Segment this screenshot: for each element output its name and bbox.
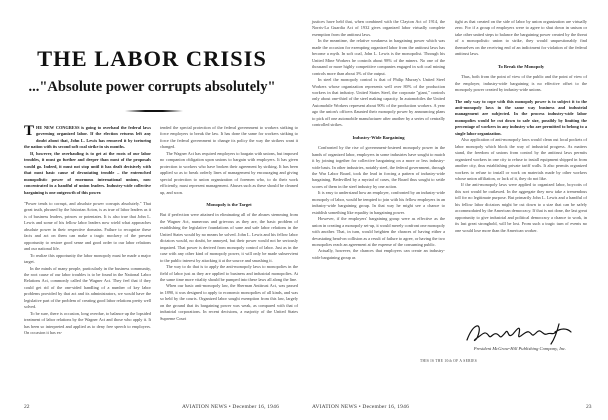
page-footer: AVIATION NEWS • December 16, 1946	[312, 404, 410, 410]
paragraph: To be sure, there is occasion, long overdue, to balance up the lopsided treatment of labor relations by the Wagner Act and those who apply it. It has been so interpreted and applied as to deny free speech to employers. On occasion it has ex-	[24, 310, 151, 336]
article-column-2	[160, 125, 298, 322]
paragraph: The way to do that is to apply the anti-monopoly laws to monopolies in the field of labor just as they are applied to business and industrial monopolies. At the same time more vitality should be pumped into these laws all along the line.	[160, 264, 298, 282]
title-divider	[125, 110, 183, 112]
paragraph: To realize this opportunity the labor monopoly must be made a major target.	[24, 252, 151, 265]
paragraph: When our basic anti-monopoly law, the Sherman Antitrust Act, was passed in 1890, it was designed to apply to economic monopolies of all kinds, and was so held by the courts. Organized labor sought exemption from this law, largely on the ground that its bargaining power was weak, as compared with that of industrial corporations. In recent decisions, a majority of the United States Supreme Court	[160, 283, 298, 321]
right-page	[304, 0, 608, 420]
paragraph: In the minds of many people, particularly in the business community, the root cause of our labor troubles is to be found in the National Labor Relations Act, commonly called the Wagner Act. They feel that if they could get rid of the one-sided handling of a number of key labor problems provided by that act and its administrators, we would have the legislative part of the problem of creating good labor relations pretty well solved.	[24, 265, 151, 310]
page-number: 23	[586, 404, 592, 410]
page-title: THE LABOR CRISIS	[37, 46, 267, 71]
paragraph: It is easy to understand how an employer, confronted by an industry-wide monopoly of labor, would be tempted to join with his fellow employers in an industry-wide bargaining group. In that way he might see a chance to establish something like equality in bargaining power.	[312, 190, 445, 215]
section-heading: Monopoly is the Target	[206, 201, 252, 207]
paragraph: tended the special protection of the federal government to workers striking to force employers to break the law. It has done the same for workers striking to force the federal government to change its policy the way the strikers want it changed.	[160, 125, 298, 150]
paragraph: tight as that created on the side of labor by union organization are virtually zero. For if a group of employers were to agree to shut down in unison or take other united steps to balance the bargaining power created by the threat of a monopolistic union to strike, they would unquestionably find themselves on the receiving end of an indictment for violation of the federal antitrust laws.	[455, 19, 587, 57]
emphasis-paragraph: The only way to cope with this monopoly power is to subject it to the anti-monopoly laws in the same way business and industrial management are subjected. In the process industry-wide labor monopolies would be cut down to safe size, possibly by limiting the percentage of workers in any industry who are permitted to belong to a single labor organization.	[455, 98, 587, 136]
paragraph: Thus, both from the point of view of the public and the point of view of the employer, industry-wide bargaining is no effective offset to the monopoly power created by industry-wide unions.	[455, 74, 587, 93]
paragraph: But if perfection were attained in eliminating all of the abuses stemming from the Wagner Act, numerous and grievous as they are, the basic problem of establishing the legislative foundations of sane and safe labor relations in the United States would by no means be solved. John L. Lewis and his fellow labor dictators would, no doubt, be annoyed, but their power would not be seriously impaired. That power is derived from monopoly control of labor. Just as in the case with any other kind of monopoly power, it will only be made subservient to the public interest by attacking it at the source and smashing it.	[160, 212, 298, 263]
paragraph: In steel the monopoly control is that of Philip Murray's United Steel Workers whose organization represents well over 80% of the production workers in that industry. United States Steel, the corporate "giant," controls only about one-third of the steel making capacity. In automobiles the United Automobile Workers represent about 90% of the production workers. A year ago the union's officers flaunted their monopoly power by announcing plans to pick off one automobile manufacturer after another by a series of centrally controlled strikes.	[312, 77, 445, 128]
article-column-1	[24, 125, 151, 337]
paragraph: justices have held that, when combined with the Clayton Act of 1914, the Norris-La Guardia Act of 1932 gives organized labor virtually complete exemption from the antitrust laws.	[312, 19, 445, 37]
signature-image	[459, 318, 579, 346]
paragraph: "Power tends to corrupt, and absolute power corrupts absolutely." That great truth, phrased by the historian Acton, is as true of labor leaders as it is of business leaders, princes or potentates. It is also true that John L. Lewis and some of his fellow labor leaders now wield what approaches absolute power in their respective domains. Failure to recognize these facts and act on them can make a tragic mockery of the present opportunity to restore good sense and good order to our labor relations and our national life.	[24, 200, 151, 252]
article-column-4	[455, 19, 587, 234]
section-heading: Industry-Wide Bargaining	[352, 134, 405, 140]
page-subtitle: ..."Absolute power corrupts absolutely"	[28, 79, 276, 95]
paragraph: The Wagner Act has required employers to bargain with unions, but imposed no companion obligation upon unions to bargain with employers. It has given protection to workers who have broken their agreement by striking. It has been applied so as to break orderly lines of management by encouraging and giving special protection to union organization of foremen who, to do their work efficiently, must represent management. Abuses such as these should be cleaned up, and soon.	[160, 150, 298, 195]
paragraph: If, however, the overhauling is to get at the roots of our labor troubles, it must go further and deeper than most of the proposals would go. Indeed, it must not stop until it has dealt decisively with that most basic cause of devastating trouble – the entrenched monopolistic power of enormous international unions, now concentrated in a handful of union leaders. Industry-wide collective bargaining is one outgrowth of this power.	[24, 150, 151, 195]
paragraph: Confronted by the rise of government-fostered monopoly power in the hands of organized labor, employers in some industries have sought to match it by joining together for collective bargaining on a more or less industry-wide basis. In other industries, notably steel, the federal government, through the War Labor Board, took the lead in forcing a pattern of industry-wide bargaining. Bedevilled by a myriad of cases, the Board thus sought to settle scores of them in the steel industry by one action.	[312, 145, 445, 189]
paragraph: If the anti-monopoly laws were applied to organized labor, boycotts of this sort would be outlawed. In the aggregate they now take a tremendous toll for no legitimate purpose. But primarily John L. Lewis and a handful of his fellow labor dictators might be cut down to a size that can be safely accommodated by the American democracy. If that is not done, the last great opportunity to give industrial and political democracy a chance to work, in its last great stronghold, will be lost. From such a tragic turn of events no one would lose more than the American worker.	[455, 182, 587, 233]
section-heading: To Break the Monopoly	[497, 63, 545, 69]
article-column-3	[312, 19, 445, 261]
drop-cap: T	[24, 123, 35, 139]
lead-paragraph: THE NEW CONGRESS is going to overhaul the federal laws governing organized labor. If the election returns left any doubt about that, John L. Lewis has removed it by torturing the nation with its second soft coal strike in six months.	[24, 123, 151, 150]
paragraph: Actually, however, the chances that employers can create an industry-wide bargaining group as	[312, 248, 445, 260]
signature-caption: President McGraw-Hill Publishing Company, Inc.	[473, 346, 567, 351]
page-number: 22	[24, 404, 30, 410]
series-note: THIS IS THE 10th OF A SERIES	[420, 359, 478, 363]
paragraph: In the meantime, the relative weakness in bargaining power which was made the occasion for exempting organized labor from the antitrust laws has become a myth. In soft coal, John L. Lewis is the monopolist. Through his United Mine Workers he controls about 98% of the miners. No one of the thousand or more highly competitive companies engaged in soft coal mining controls more than about 3% of the output.	[312, 38, 445, 76]
page-footer: AVIATION NEWS • December 16, 1946	[182, 404, 280, 410]
paragraph: Also application of anti-monopoly laws would clean out local pockets of labor monopoly which block the way of industrial progress. As matters stand, the freedom of unions from control by the antitrust laws permits organized workers in one city to refuse to install equipment shipped in from another city, thus establishing private tariff walls. It also permits organized workers to refuse to install or work on materials made by other workers whose union affiliation, or lack of it, they do not like.	[455, 137, 587, 181]
paragraph: However, if the employers' bargaining group were as effective as the union in creating a monopoly set-up, it would merely confront one monopoly with another. That, in turn, would heighten the chances of having either a devastating head-on collision as a result of failure to agree, or having the two monopolies reach an agreement at the expense of the consuming public.	[312, 216, 445, 247]
